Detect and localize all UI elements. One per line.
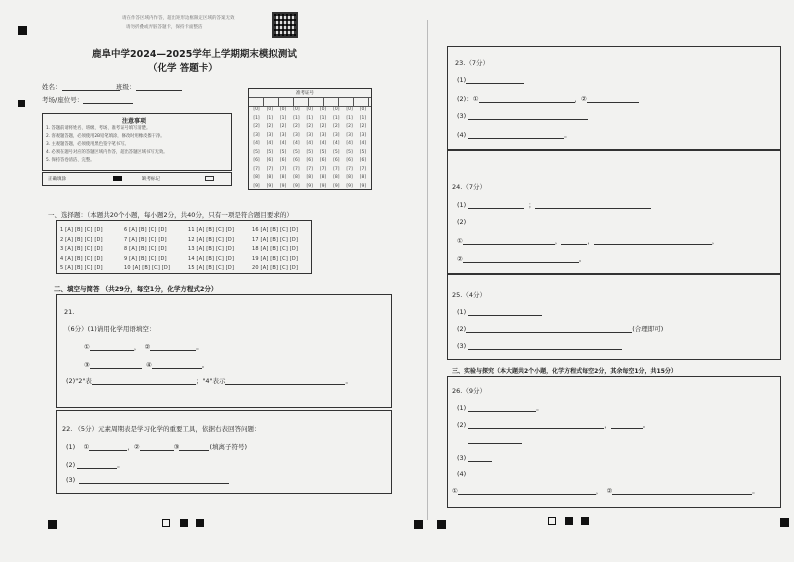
exam-id-bubble[interactable]: [1] <box>279 115 287 121</box>
mc-question-bubbles[interactable]: 8 [A] [B] [C] [D] <box>124 246 167 252</box>
exam-id-bubble[interactable]: [8] <box>319 175 327 180</box>
q23-p4-label: (4) <box>457 131 467 139</box>
q23-p1-label: (1) <box>457 76 467 84</box>
exam-id-bubble[interactable]: [3] <box>346 132 353 138</box>
class-label: 班级： <box>116 83 136 91</box>
exam-id-bubble[interactable]: [7] <box>333 166 340 172</box>
exam-id-bubble[interactable]: [5] <box>359 149 367 155</box>
exam-id-bubble[interactable]: [5] <box>333 149 340 155</box>
mc-question-bubbles[interactable]: 18 [A] [B] [C] [D] <box>252 246 299 252</box>
exam-id-bubble[interactable]: [7] <box>319 166 327 172</box>
mc-question-bubbles[interactable]: 5 [A] [B] [C] [D] <box>60 265 103 271</box>
exam-id-bubble[interactable]: [3] <box>359 132 367 138</box>
timing-mark <box>18 100 25 107</box>
q23-part3[interactable] <box>457 112 588 120</box>
exam-id-digit-column[interactable] <box>331 106 342 191</box>
q23-number: 23.（7分） <box>455 59 489 67</box>
exam-id-bubble[interactable]: [5] <box>266 149 273 155</box>
q25-part3[interactable] <box>457 342 622 350</box>
exam-id-bubble[interactable]: [2] <box>306 124 313 129</box>
notice-item: 3. 主观题答题，必须使用黑色签字笔书写。 <box>46 142 129 147</box>
exam-id-bubble[interactable]: [2] <box>279 124 287 129</box>
q26-part3[interactable] <box>457 454 492 462</box>
exam-id-bubble[interactable]: [4] <box>253 141 260 146</box>
exam-id-bubble[interactable]: [3] <box>293 132 300 138</box>
q25-part2[interactable] <box>457 324 663 333</box>
timing-mark <box>18 26 27 35</box>
exam-id-digit-column[interactable] <box>264 106 275 191</box>
mc-question-bubbles[interactable]: 10 [A] [B] [C] [D] <box>124 265 171 271</box>
exam-id-bubble[interactable]: [4] <box>359 141 367 146</box>
exam-id-bubble[interactable]: [2] <box>293 124 300 129</box>
mc-question-bubbles[interactable]: 20 [A] [B] [C] [D] <box>252 265 299 271</box>
q21-answer-box <box>56 294 392 408</box>
timing-mark <box>548 517 556 525</box>
exam-id-bubble[interactable]: [9] <box>306 183 313 189</box>
exam-id-bubble[interactable]: [0] <box>319 107 327 112</box>
top-note-2: 请勿折叠或弄脏答题卡，保持卡面整洁 <box>126 25 203 30</box>
exam-id-digit-column[interactable] <box>304 106 315 191</box>
fill-example-box <box>42 172 232 186</box>
exam-id-bubble[interactable]: [1] <box>319 115 327 121</box>
exam-id-bubble[interactable]: [5] <box>279 149 287 155</box>
exam-id-bubble[interactable]: [2] <box>253 124 260 129</box>
q22-p1-label: (1) <box>66 443 76 451</box>
q25-p2-label: (2) <box>457 325 467 333</box>
exam-id-bubble[interactable]: [4] <box>293 141 300 146</box>
exam-id-bubble[interactable]: [9] <box>293 183 300 189</box>
timing-mark <box>48 520 57 529</box>
exam-id-bubble[interactable]: [9] <box>359 183 367 189</box>
circle-4: ④ <box>145 361 152 369</box>
q24-p1-label: (1) <box>457 201 467 209</box>
mc-question-bubbles[interactable]: 12 [A] [B] [C] [D] <box>188 236 235 243</box>
exam-id-bubble[interactable]: [8] <box>333 175 340 180</box>
q21-blank-row1[interactable]: ① ， ② 。 <box>84 343 203 351</box>
q24-blank1[interactable]: ① ， ， ， <box>457 237 719 245</box>
q25-p3-label: (3) <box>457 342 467 350</box>
exam-id-bubble[interactable]: [9] <box>279 183 287 189</box>
exam-id-bubble[interactable]: [0] <box>359 107 367 112</box>
mc-question-bubbles[interactable]: 2 [A] [B] [C] [D] <box>60 236 103 243</box>
exam-id-bubble[interactable]: [6] <box>359 158 367 163</box>
q24-blank2[interactable]: ② 。 <box>457 255 586 263</box>
q22-part3[interactable] <box>66 476 229 484</box>
circle-2: ② <box>457 255 463 263</box>
circle-3: ③ <box>84 361 90 369</box>
q22-p2-label: (2) <box>66 461 76 469</box>
exam-id-bubble[interactable]: [2] <box>359 124 367 129</box>
exam-id-bubble[interactable]: [5] <box>306 149 313 155</box>
q26-part2-extra[interactable] <box>468 436 522 444</box>
circle-2: ② <box>144 343 151 351</box>
exam-id-bubble[interactable]: [3] <box>319 132 327 138</box>
exam-id-bubble[interactable]: [7] <box>266 166 273 172</box>
qr-code <box>272 12 298 38</box>
q25-p1-label: (1) <box>457 308 467 316</box>
timing-mark <box>437 520 446 529</box>
mc-question-bubbles[interactable]: 1 [A] [B] [C] [D] <box>60 227 103 233</box>
section3-title: 三、实验与探究（本大题共2个小题，化学方程式每空2分，其余每空1分，共15分） <box>452 368 677 375</box>
q22-intro: 22. （5分）元素周期表是学习化学的重要工具，依据右表回答问题： <box>62 425 261 433</box>
exam-id-bubble[interactable]: [1] <box>359 115 367 121</box>
exam-id-bubble[interactable]: [7] <box>279 166 287 172</box>
name-label: 姓名： <box>42 83 62 91</box>
circle-1: ① <box>84 343 90 351</box>
q26-part4-blanks[interactable]: ① ， ② 。 <box>452 487 759 495</box>
exam-id-digit-column[interactable] <box>318 106 329 191</box>
column-divider <box>427 20 428 520</box>
exam-id-bubble[interactable]: [3] <box>306 132 313 138</box>
exam-id-bubble[interactable]: [1] <box>306 115 313 121</box>
exam-id-bubble[interactable]: [2] <box>333 124 340 129</box>
q21-part2[interactable]: (2)"2"表 ；"4"表示 。 <box>66 377 352 385</box>
exam-id-bubble[interactable]: [6] <box>266 158 273 163</box>
q26-p4-label: (4) <box>457 470 467 478</box>
q21-number: 21. <box>64 308 75 316</box>
exam-id-bubble[interactable]: [5] <box>253 149 260 155</box>
exam-id-bubble[interactable]: [0] <box>333 107 340 112</box>
q26-part4[interactable] <box>457 470 466 478</box>
q26-p2-label: (2) <box>457 421 467 429</box>
name-field[interactable] <box>42 82 120 91</box>
exam-id-bubble[interactable]: [6] <box>346 158 353 163</box>
exam-id-title: 准考证号 <box>296 91 314 96</box>
q24-number: 24.（7分） <box>452 183 486 191</box>
exam-id-bubble[interactable]: [1] <box>253 115 260 121</box>
exam-id-bubble[interactable]: [1] <box>346 115 353 121</box>
exam-id-bubble[interactable]: [7] <box>306 166 313 172</box>
exam-id-bubble[interactable]: [6] <box>306 158 313 163</box>
mc-question-bubbles[interactable]: 19 [A] [B] [C] [D] <box>252 255 299 262</box>
exam-id-bubble[interactable]: [9] <box>253 183 260 189</box>
exam-id-bubble[interactable]: [6] <box>319 158 327 163</box>
q26-p1-label: (1) <box>457 404 467 412</box>
section1-title: 一、选择题：（本题共20个小题，每小题2分，共40分，只有一项是符合题目要求的） <box>48 211 293 219</box>
exam-id-bubble[interactable]: [9] <box>346 183 353 189</box>
q22-p3-label: (3) <box>66 476 76 484</box>
q22-note: (填离子符号) <box>209 443 248 451</box>
exam-id-bubble[interactable]: [9] <box>319 183 327 189</box>
exam-id-bubble[interactable]: [6] <box>293 158 300 163</box>
exam-id-bubble[interactable]: [2] <box>319 124 327 129</box>
exam-id-bubble[interactable]: [3] <box>333 132 340 138</box>
exam-id-bubble[interactable]: [7] <box>293 166 300 172</box>
exam-id-bubble[interactable]: [8] <box>293 175 300 180</box>
circle-1: ① <box>457 237 463 245</box>
exam-id-bubble[interactable]: [4] <box>306 141 313 146</box>
mc-question-bubbles[interactable]: 16 [A] [B] [C] [D] <box>252 227 299 233</box>
exam-id-bubble[interactable]: [7] <box>253 166 260 172</box>
exam-id-bubble[interactable]: [3] <box>279 132 287 138</box>
top-note-1: 请在作答区域内作答，超出矩形边框限定区域的答案无效 <box>122 16 235 21</box>
notice-item: 5. 保持答卷清洁、完整。 <box>46 158 95 163</box>
q26-part2[interactable]: (2) ， 。 <box>457 421 650 429</box>
circle-2: ② <box>606 487 613 495</box>
notice-item: 1. 答题前请将姓名、班级、考场、准考证号填写清楚。 <box>46 126 151 131</box>
circle-3: ③ <box>173 443 180 451</box>
exam-id-bubble[interactable]: [8] <box>253 175 260 180</box>
exam-id-bubble[interactable]: [2] <box>266 124 273 129</box>
exam-id-bubble[interactable]: [0] <box>306 107 313 112</box>
exam-id-bubble[interactable]: [4] <box>346 141 353 146</box>
mc-question-bubbles[interactable]: 9 [A] [B] [C] [D] <box>124 255 167 262</box>
exam-id-digit-column[interactable] <box>357 106 368 191</box>
exam-id-bubble[interactable]: [8] <box>266 175 273 180</box>
correct-fill-sample <box>113 176 122 181</box>
q24-p2-label: (2) <box>457 218 467 226</box>
exam-id-digit-column[interactable] <box>291 106 302 191</box>
mc-question-bubbles[interactable]: 11 [A] [B] [C] [D] <box>188 227 235 233</box>
exam-id-bubble[interactable]: [0] <box>279 107 287 112</box>
mc-question-bubbles[interactable]: 4 [A] [B] [C] [D] <box>60 255 103 262</box>
exam-id-bubble[interactable]: [1] <box>266 115 273 121</box>
class-field[interactable] <box>116 82 182 91</box>
timing-mark <box>180 519 188 527</box>
q24-part2[interactable] <box>457 218 466 226</box>
exam-id-bubble[interactable]: [4] <box>266 141 273 146</box>
exam-id-bubble[interactable]: [8] <box>306 175 313 180</box>
mc-question-bubbles[interactable]: 13 [A] [B] [C] [D] <box>188 246 235 252</box>
exam-id-digit-column[interactable] <box>278 106 289 191</box>
exam-id-bubble[interactable]: [7] <box>359 166 367 172</box>
exam-id-bubble[interactable]: [1] <box>333 115 340 121</box>
timing-mark <box>196 519 204 527</box>
circle-1: ① <box>452 487 458 495</box>
timing-mark <box>565 517 573 525</box>
exam-id-bubble[interactable]: [3] <box>253 132 260 138</box>
q23-part1[interactable] <box>457 76 524 84</box>
exam-id-bubble[interactable]: [4] <box>319 141 327 146</box>
correct-fill-label: 正确填涂 <box>48 177 66 182</box>
exam-id-bubble[interactable]: [1] <box>293 115 300 121</box>
q23-p2-label: (2)：① <box>457 95 479 103</box>
q26-number: 26.（9分） <box>452 387 486 395</box>
timing-mark <box>162 519 170 527</box>
timing-mark <box>581 517 589 525</box>
exam-id-digit-column[interactable] <box>344 106 355 191</box>
q25-number: 25.（4分） <box>452 291 486 299</box>
exam-id-bubble[interactable]: [6] <box>253 158 260 163</box>
mc-question-bubbles[interactable]: 3 [A] [B] [C] [D] <box>60 246 103 252</box>
circle-1: ① <box>83 443 90 451</box>
q24-part1[interactable]: (1) ； <box>457 200 651 209</box>
q21-blank-row2[interactable]: ③ ④ 。 <box>84 361 209 369</box>
exam-id-bubble[interactable]: [8] <box>359 175 367 180</box>
exam-id-bubble[interactable]: [5] <box>293 149 300 155</box>
exam-id-bubble[interactable]: [8] <box>279 175 287 180</box>
room-seat-field[interactable] <box>42 95 133 104</box>
notice-item: 2. 客观题答题，必须使用2B铅笔填涂，修改时用橡皮擦干净。 <box>46 134 165 139</box>
exam-id-bubble[interactable]: [0] <box>293 107 300 112</box>
mc-question-bubbles[interactable]: 17 [A] [B] [C] [D] <box>252 236 299 243</box>
q22-part1[interactable]: (1) ① ，② ③ (填离子符号) <box>66 443 248 451</box>
exam-id-bubble[interactable]: [8] <box>346 175 353 180</box>
circle-2: ② <box>581 95 587 103</box>
exam-id-digit-column[interactable] <box>251 106 262 191</box>
exam-id-bubble[interactable]: [4] <box>333 141 340 146</box>
circle-2: ② <box>133 443 140 451</box>
q25-note: (合理即可) <box>632 325 664 333</box>
exam-id-bubble[interactable]: [2] <box>346 124 353 129</box>
room-seat-label: 考场/座位号： <box>42 96 84 104</box>
q25-part1[interactable] <box>457 308 542 316</box>
q26-part1[interactable]: (1) 。 <box>457 404 543 412</box>
mc-question-bubbles[interactable]: 7 [A] [B] [C] [D] <box>124 236 167 243</box>
exam-id-bubble[interactable]: [4] <box>279 141 287 146</box>
exam-id-bubble[interactable]: [0] <box>266 107 273 112</box>
exam-id-bubble[interactable]: [5] <box>346 149 353 155</box>
q22-part2[interactable]: (2) 。 <box>66 461 124 469</box>
exam-id-bubble[interactable]: [0] <box>346 107 353 112</box>
timing-mark <box>780 518 789 527</box>
q23-part2[interactable]: (2)：① ，② <box>457 94 639 103</box>
exam-id-bubble[interactable]: [3] <box>266 132 273 138</box>
exam-id-bubble[interactable]: [6] <box>279 158 287 163</box>
timing-mark <box>414 520 423 529</box>
exam-id-bubble[interactable]: [0] <box>253 107 260 112</box>
absent-checkbox[interactable] <box>205 176 214 181</box>
notice-item: 4. 必须在题号对应的答题区域内作答，超出答题区域书写无效。 <box>46 150 168 155</box>
exam-id-bubble[interactable]: [6] <box>333 158 340 163</box>
page-subtitle: （化学 答题卡） <box>148 63 218 74</box>
q21-intro: （6分）(1)请用化学用语填空： <box>64 325 156 333</box>
q23-part4[interactable]: (4) 。 <box>457 131 571 139</box>
mc-question-bubbles[interactable]: 14 [A] [B] [C] [D] <box>188 255 235 262</box>
page-title: 鹿阜中学2024—2025学年上学期期末模拟测试 <box>92 49 297 60</box>
exam-id-bubble[interactable]: [5] <box>319 149 327 155</box>
exam-id-bubble[interactable]: [9] <box>266 183 273 189</box>
q23-p3-label: (3) <box>457 112 467 120</box>
q21-p2-label: (2)"2"表 <box>66 377 92 385</box>
exam-id-bubble[interactable]: [7] <box>346 166 353 172</box>
notice-title: 注意事项 <box>122 118 147 125</box>
mc-question-bubbles[interactable]: 15 [A] [B] [C] [D] <box>188 265 235 271</box>
section2-title: 二、填空与简答 （共29分，每空1分，化学方程式2分） <box>54 285 218 293</box>
exam-id-bubble[interactable]: [9] <box>333 183 340 189</box>
mc-question-bubbles[interactable]: 6 [A] [B] [C] [D] <box>124 227 167 233</box>
q26-p3-label: (3) <box>457 454 467 462</box>
absent-label: 缺考标记 <box>142 177 160 182</box>
q21-p2-label-b: ；"4"表示 <box>195 377 226 385</box>
